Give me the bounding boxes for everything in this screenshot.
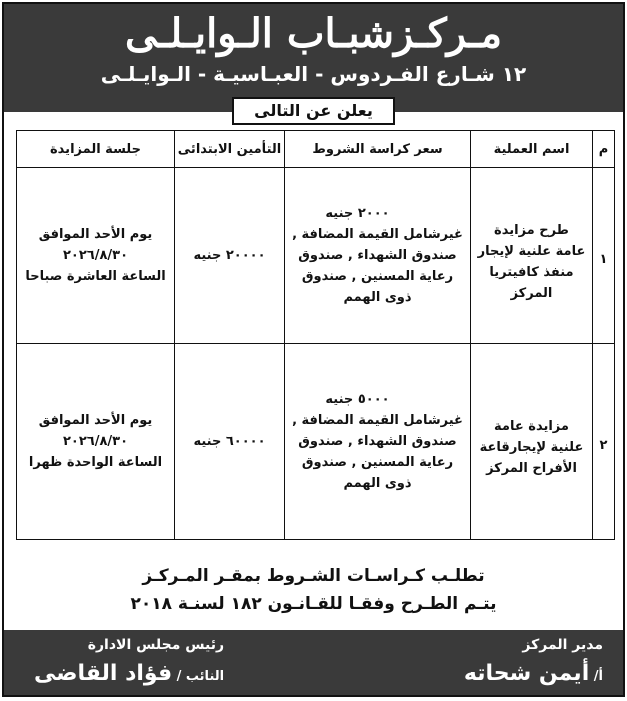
footer-notes [4,562,623,618]
session-date: ٢٠٢٦/٨/٣٠ [62,434,129,449]
session-date: ٢٠٢٦/٨/٣٠ [62,248,129,263]
price-cell [285,344,471,540]
table-row [17,344,615,540]
header-price: سعر كراسة الشروط [285,131,471,168]
header-num: م [593,131,615,168]
insurance-amount: ٢٠٠٠٠ جنيه [175,168,285,344]
row-number: ٢ [593,344,615,540]
table-header-row [17,131,615,168]
director-name-line [464,656,603,695]
header-session: جلسة المزايدة [17,131,175,168]
price-note: غيرشامل القيمة المضافة , صندوق الشهداء , صندوق رعاية المسنين , صندوق ذوى الهمم [292,227,463,305]
session-day: يوم الأحد الموافق [38,227,153,242]
director-prefix: أ/ [593,669,603,684]
header-operation: اسم العملية [471,131,593,168]
director-name: أيمن شحاته [463,661,590,686]
header-insurance: التأمين الابتدائى [175,131,285,168]
signature-director [464,634,603,695]
row-number: ١ [593,168,615,344]
announcement-wrap [4,97,623,125]
header-banner [4,4,623,120]
footer-line-2: يتـم الطـرح وفقـا للقـانـون ١٨٢ لسنـة ٢٠١٨ [130,594,497,614]
board-name-line [34,656,224,695]
board-role: رئيس مجلس الادارة [87,637,225,653]
announcement-page [2,2,625,697]
session-cell [17,344,175,540]
footer-line-1: تطلـب كـراسـات الشـروط بمقـر المـركـز [142,566,485,586]
session-cell [17,168,175,344]
center-address: ١٢ شـارع الفـردوس - العبـاسيـة - الـوايـلـى [100,62,527,86]
auction-table [16,130,615,540]
price-amount: ٢٠٠٠ جنيه [325,206,390,221]
director-role: مدير المركز [522,637,603,653]
operation-name: طرح مزايدة عامة علنية لإيجار منفذ كافيتريا المركز [471,168,593,344]
board-prefix: النائب / [176,669,225,684]
price-cell [285,168,471,344]
price-amount: ٥٠٠٠ جنيه [325,392,390,407]
announcement-label: يعلن عن التالى [232,97,395,125]
session-day: يوم الأحد الموافق [38,413,153,428]
signature-board [34,634,224,695]
insurance-amount: ٦٠٠٠٠ جنيه [175,344,285,540]
table-row [17,168,615,344]
signature-bar [4,630,623,697]
price-note: غيرشامل القيمة المضافة , صندوق الشهداء , صندوق رعاية المسنين , صندوق ذوى الهمم [292,413,463,491]
center-title: مـركـزشبـاب الـوايـلـى [124,10,503,57]
board-name: فؤاد القاضى [34,661,173,686]
operation-name: مزايدة عامة علنية لإيجارقاعة الأفراح المركز [471,344,593,540]
session-time: الساعة الواحدة ظهرا [28,455,163,470]
session-time: الساعة العاشرة صباحا [25,269,166,284]
